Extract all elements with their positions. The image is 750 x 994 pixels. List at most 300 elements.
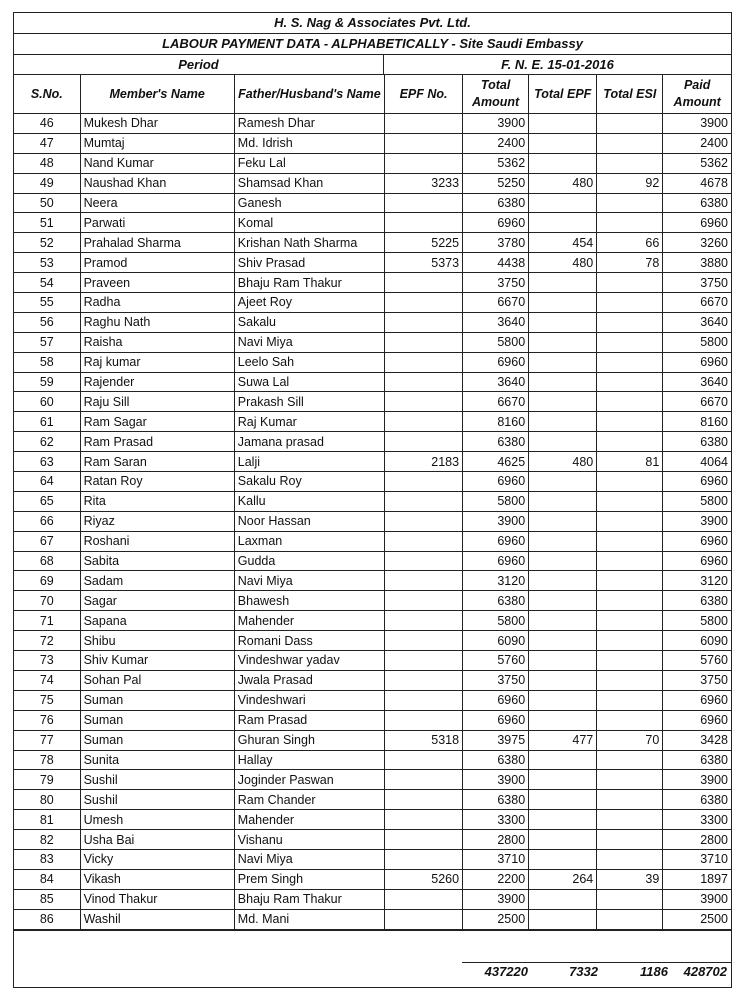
table-row xyxy=(14,293,731,313)
table-row xyxy=(14,810,731,830)
cell-total-amount: 5800 xyxy=(463,491,529,511)
cell-epf-no: 5373 xyxy=(384,253,462,273)
cell-total-epf xyxy=(529,531,597,551)
table-row xyxy=(14,233,731,253)
cell-father-name: Ajeet Roy xyxy=(234,293,384,313)
cell-total-epf xyxy=(529,213,597,233)
col-sno: S.No. xyxy=(14,75,80,114)
cell-total-esi xyxy=(597,770,663,790)
cell-paid-amount: 3640 xyxy=(663,372,731,392)
cell-total-amount: 3640 xyxy=(463,372,529,392)
cell-sno: 75 xyxy=(14,690,80,710)
cell-total-esi xyxy=(597,472,663,492)
col-total-epf: Total EPF xyxy=(529,75,597,114)
cell-paid-amount: 5800 xyxy=(663,611,731,631)
cell-total-amount: 5800 xyxy=(463,611,529,631)
cell-epf-no xyxy=(384,909,462,929)
cell-total-amount: 8160 xyxy=(463,412,529,432)
company-name: H. S. Nag & Associates Pvt. Ltd. xyxy=(14,13,731,34)
cell-epf-no: 3233 xyxy=(384,173,462,193)
cell-father-name: Prakash Sill xyxy=(234,392,384,412)
cell-paid-amount: 5800 xyxy=(663,332,731,352)
cell-total-epf: 477 xyxy=(529,730,597,750)
cell-epf-no xyxy=(384,352,462,372)
cell-member-name: Mukesh Dhar xyxy=(80,114,234,134)
cell-total-esi xyxy=(597,591,663,611)
cell-paid-amount: 6960 xyxy=(663,352,731,372)
cell-total-epf xyxy=(529,551,597,571)
cell-paid-amount: 6960 xyxy=(663,531,731,551)
cell-paid-amount: 3640 xyxy=(663,312,731,332)
cell-father-name: Noor Hassan xyxy=(234,511,384,531)
cell-total-esi xyxy=(597,153,663,173)
cell-paid-amount: 6960 xyxy=(663,213,731,233)
cell-epf-no xyxy=(384,690,462,710)
cell-sno: 49 xyxy=(14,173,80,193)
table-row xyxy=(14,133,731,153)
cell-member-name: Nand Kumar xyxy=(80,153,234,173)
cell-total-epf xyxy=(529,133,597,153)
table-row xyxy=(14,790,731,810)
table-row xyxy=(14,909,731,929)
cell-paid-amount: 5760 xyxy=(663,651,731,671)
cell-total-esi xyxy=(597,849,663,869)
cell-total-esi: 78 xyxy=(597,253,663,273)
cell-total-amount: 6670 xyxy=(463,392,529,412)
cell-epf-no xyxy=(384,213,462,233)
cell-member-name: Rajender xyxy=(80,372,234,392)
cell-member-name: Raju Sill xyxy=(80,392,234,412)
cell-total-epf xyxy=(529,830,597,850)
cell-member-name: Shibu xyxy=(80,631,234,651)
cell-total-amount: 6670 xyxy=(463,293,529,313)
cell-member-name: Sushil xyxy=(80,790,234,810)
cell-total-esi xyxy=(597,114,663,134)
table-row xyxy=(14,472,731,492)
cell-sno: 57 xyxy=(14,332,80,352)
cell-member-name: Shiv Kumar xyxy=(80,651,234,671)
cell-paid-amount: 6670 xyxy=(663,293,731,313)
cell-paid-amount: 6090 xyxy=(663,631,731,651)
table-row xyxy=(14,153,731,173)
cell-member-name: Naushad Khan xyxy=(80,173,234,193)
totals-row xyxy=(462,962,731,981)
cell-total-esi xyxy=(597,491,663,511)
table-row xyxy=(14,869,731,889)
cell-total-epf xyxy=(529,690,597,710)
table-row xyxy=(14,830,731,850)
cell-total-amount: 4625 xyxy=(463,452,529,472)
cell-total-amount: 6960 xyxy=(463,352,529,372)
table-row xyxy=(14,651,731,671)
cell-father-name: Prem Singh xyxy=(234,869,384,889)
cell-father-name: Lalji xyxy=(234,452,384,472)
table-row xyxy=(14,213,731,233)
cell-epf-no xyxy=(384,114,462,134)
cell-member-name: Sabita xyxy=(80,551,234,571)
cell-member-name: Praveen xyxy=(80,273,234,293)
cell-paid-amount: 3260 xyxy=(663,233,731,253)
cell-total-epf: 480 xyxy=(529,253,597,273)
cell-epf-no xyxy=(384,710,462,730)
cell-member-name: Ratan Roy xyxy=(80,472,234,492)
cell-total-epf xyxy=(529,770,597,790)
table-row xyxy=(14,273,731,293)
cell-paid-amount: 3900 xyxy=(663,511,731,531)
cell-epf-no xyxy=(384,790,462,810)
cell-paid-amount: 3900 xyxy=(663,889,731,909)
period-value: F. N. E. 15-01-2016 xyxy=(501,57,614,72)
cell-total-amount: 3750 xyxy=(463,273,529,293)
cell-epf-no xyxy=(384,770,462,790)
cell-paid-amount: 3750 xyxy=(663,273,731,293)
table-row xyxy=(14,372,731,392)
cell-total-epf xyxy=(529,372,597,392)
cell-father-name: Bhawesh xyxy=(234,591,384,611)
cell-member-name: Parwati xyxy=(80,213,234,233)
table-row xyxy=(14,889,731,909)
cell-epf-no xyxy=(384,312,462,332)
cell-father-name: Laxman xyxy=(234,531,384,551)
cell-total-esi: 70 xyxy=(597,730,663,750)
cell-total-esi xyxy=(597,551,663,571)
cell-total-epf: 480 xyxy=(529,173,597,193)
cell-paid-amount: 6380 xyxy=(663,750,731,770)
cell-epf-no xyxy=(384,611,462,631)
total-amount-sum: 437220 xyxy=(484,963,528,979)
cell-epf-no xyxy=(384,491,462,511)
cell-paid-amount: 3120 xyxy=(663,571,731,591)
cell-total-amount: 3900 xyxy=(463,114,529,134)
cell-total-amount: 6380 xyxy=(463,750,529,770)
cell-sno: 48 xyxy=(14,153,80,173)
cell-member-name: Roshani xyxy=(80,531,234,551)
cell-total-esi xyxy=(597,889,663,909)
cell-total-esi xyxy=(597,670,663,690)
cell-total-esi xyxy=(597,332,663,352)
cell-total-esi xyxy=(597,531,663,551)
cell-sno: 61 xyxy=(14,412,80,432)
cell-paid-amount: 8160 xyxy=(663,412,731,432)
cell-sno: 82 xyxy=(14,830,80,850)
col-total-amount: Total Amount xyxy=(463,75,529,114)
cell-sno: 58 xyxy=(14,352,80,372)
cell-epf-no xyxy=(384,332,462,352)
cell-sno: 79 xyxy=(14,770,80,790)
cell-epf-no: 2183 xyxy=(384,452,462,472)
cell-father-name: Jamana prasad xyxy=(234,432,384,452)
cell-father-name: Bhaju Ram Thakur xyxy=(234,889,384,909)
cell-member-name: Sapana xyxy=(80,611,234,631)
cell-epf-no xyxy=(384,412,462,432)
table-row xyxy=(14,312,731,332)
table-row xyxy=(14,631,731,651)
cell-paid-amount: 3880 xyxy=(663,253,731,273)
cell-paid-amount: 5362 xyxy=(663,153,731,173)
cell-total-esi xyxy=(597,293,663,313)
cell-total-amount: 6380 xyxy=(463,790,529,810)
cell-total-esi: 39 xyxy=(597,869,663,889)
cell-member-name: Mumtaj xyxy=(80,133,234,153)
table-row xyxy=(14,432,731,452)
cell-total-amount: 6960 xyxy=(463,551,529,571)
col-member: Member's Name xyxy=(80,75,234,114)
cell-total-amount: 2400 xyxy=(463,133,529,153)
cell-sno: 62 xyxy=(14,432,80,452)
cell-member-name: Rita xyxy=(80,491,234,511)
cell-father-name: Vishanu xyxy=(234,830,384,850)
cell-paid-amount: 4064 xyxy=(663,452,731,472)
cell-father-name: Ram Chander xyxy=(234,790,384,810)
cell-member-name: Sohan Pal xyxy=(80,670,234,690)
cell-sno: 73 xyxy=(14,651,80,671)
cell-total-esi xyxy=(597,352,663,372)
cell-total-epf xyxy=(529,312,597,332)
cell-father-name: Ramesh Dhar xyxy=(234,114,384,134)
cell-sno: 81 xyxy=(14,810,80,830)
cell-total-amount: 3975 xyxy=(463,730,529,750)
cell-total-amount: 5760 xyxy=(463,651,529,671)
cell-total-amount: 3900 xyxy=(463,770,529,790)
cell-paid-amount: 4678 xyxy=(663,173,731,193)
cell-sno: 84 xyxy=(14,869,80,889)
cell-total-esi xyxy=(597,710,663,730)
cell-epf-no: 5318 xyxy=(384,730,462,750)
cell-sno: 64 xyxy=(14,472,80,492)
cell-father-name: Kallu xyxy=(234,491,384,511)
cell-total-esi xyxy=(597,412,663,432)
cell-total-epf xyxy=(529,710,597,730)
cell-paid-amount: 6960 xyxy=(663,472,731,492)
cell-total-amount: 5362 xyxy=(463,153,529,173)
cell-father-name: Navi Miya xyxy=(234,571,384,591)
cell-paid-amount: 1897 xyxy=(663,869,731,889)
table-row xyxy=(14,193,731,213)
cell-total-esi xyxy=(597,511,663,531)
cell-member-name: Suman xyxy=(80,690,234,710)
cell-epf-no xyxy=(384,153,462,173)
cell-total-epf xyxy=(529,332,597,352)
cell-paid-amount: 3900 xyxy=(663,770,731,790)
table-row xyxy=(14,849,731,869)
cell-total-amount: 6380 xyxy=(463,591,529,611)
table-header-row xyxy=(14,75,731,114)
cell-total-amount: 2800 xyxy=(463,830,529,850)
col-total-esi: Total ESI xyxy=(597,75,663,114)
cell-total-epf xyxy=(529,810,597,830)
cell-member-name: Sunita xyxy=(80,750,234,770)
cell-sno: 46 xyxy=(14,114,80,134)
cell-total-amount: 4438 xyxy=(463,253,529,273)
cell-paid-amount: 6380 xyxy=(663,432,731,452)
cell-father-name: Vindeshwari xyxy=(234,690,384,710)
cell-father-name: Mahender xyxy=(234,810,384,830)
cell-total-esi xyxy=(597,571,663,591)
cell-sno: 66 xyxy=(14,511,80,531)
paid-amount-sum: 428702 xyxy=(683,963,727,979)
cell-member-name: Radha xyxy=(80,293,234,313)
cell-sno: 63 xyxy=(14,452,80,472)
cell-sno: 59 xyxy=(14,372,80,392)
cell-sno: 56 xyxy=(14,312,80,332)
cell-sno: 85 xyxy=(14,889,80,909)
cell-member-name: Vinod Thakur xyxy=(80,889,234,909)
cell-paid-amount: 3300 xyxy=(663,810,731,830)
table-row xyxy=(14,551,731,571)
cell-father-name: Shamsad Khan xyxy=(234,173,384,193)
cell-father-name: Gudda xyxy=(234,551,384,571)
cell-member-name: Umesh xyxy=(80,810,234,830)
cell-total-esi xyxy=(597,392,663,412)
cell-paid-amount: 2500 xyxy=(663,909,731,929)
cell-sno: 72 xyxy=(14,631,80,651)
cell-sno: 54 xyxy=(14,273,80,293)
cell-father-name: Jwala Prasad xyxy=(234,670,384,690)
table-row xyxy=(14,670,731,690)
cell-father-name: Romani Dass xyxy=(234,631,384,651)
cell-total-epf: 480 xyxy=(529,452,597,472)
cell-sno: 50 xyxy=(14,193,80,213)
cell-father-name: Raj Kumar xyxy=(234,412,384,432)
table-row xyxy=(14,452,731,472)
cell-sno: 77 xyxy=(14,730,80,750)
cell-total-epf xyxy=(529,491,597,511)
cell-epf-no xyxy=(384,830,462,850)
cell-total-esi xyxy=(597,312,663,332)
cell-epf-no xyxy=(384,571,462,591)
cell-paid-amount: 6960 xyxy=(663,551,731,571)
cell-member-name: Sagar xyxy=(80,591,234,611)
table-row xyxy=(14,531,731,551)
cell-sno: 70 xyxy=(14,591,80,611)
col-father: Father/Husband's Name xyxy=(234,75,384,114)
cell-total-esi xyxy=(597,213,663,233)
payment-sheet xyxy=(13,12,732,988)
cell-father-name: Suwa Lal xyxy=(234,372,384,392)
cell-total-esi xyxy=(597,830,663,850)
cell-paid-amount: 6380 xyxy=(663,591,731,611)
cell-father-name: Mahender xyxy=(234,611,384,631)
cell-father-name: Feku Lal xyxy=(234,153,384,173)
cell-total-epf: 454 xyxy=(529,233,597,253)
period-row xyxy=(14,55,731,75)
cell-member-name: Neera xyxy=(80,193,234,213)
cell-total-epf xyxy=(529,889,597,909)
cell-total-amount: 3780 xyxy=(463,233,529,253)
cell-sno: 71 xyxy=(14,611,80,631)
cell-total-amount: 2500 xyxy=(463,909,529,929)
cell-total-amount: 3120 xyxy=(463,571,529,591)
cell-father-name: Navi Miya xyxy=(234,849,384,869)
cell-epf-no xyxy=(384,651,462,671)
cell-sno: 51 xyxy=(14,213,80,233)
cell-father-name: Komal xyxy=(234,213,384,233)
table-row xyxy=(14,392,731,412)
cell-father-name: Navi Miya xyxy=(234,332,384,352)
cell-epf-no xyxy=(384,432,462,452)
cell-total-esi xyxy=(597,631,663,651)
cell-member-name: Raisha xyxy=(80,332,234,352)
cell-member-name: Vicky xyxy=(80,849,234,869)
total-esi-sum: 1186 xyxy=(640,963,668,979)
table-row xyxy=(14,591,731,611)
cell-paid-amount: 5800 xyxy=(663,491,731,511)
cell-total-esi xyxy=(597,432,663,452)
col-paid-amount: Paid Amount xyxy=(663,75,731,114)
cell-total-epf xyxy=(529,591,597,611)
table-row xyxy=(14,511,731,531)
cell-epf-no xyxy=(384,551,462,571)
cell-total-esi xyxy=(597,651,663,671)
cell-total-amount: 6090 xyxy=(463,631,529,651)
cell-father-name: Md. Mani xyxy=(234,909,384,929)
cell-total-amount: 3900 xyxy=(463,511,529,531)
cell-total-epf xyxy=(529,511,597,531)
cell-epf-no xyxy=(384,472,462,492)
cell-total-amount: 3640 xyxy=(463,312,529,332)
cell-epf-no xyxy=(384,372,462,392)
cell-sno: 55 xyxy=(14,293,80,313)
cell-total-amount: 6380 xyxy=(463,193,529,213)
cell-total-amount: 5250 xyxy=(463,173,529,193)
cell-sno: 60 xyxy=(14,392,80,412)
cell-total-epf xyxy=(529,611,597,631)
cell-total-esi xyxy=(597,750,663,770)
cell-total-amount: 3750 xyxy=(463,670,529,690)
cell-paid-amount: 2800 xyxy=(663,830,731,850)
cell-total-esi xyxy=(597,611,663,631)
cell-total-epf xyxy=(529,114,597,134)
cell-epf-no xyxy=(384,591,462,611)
cell-father-name: Ghuran Singh xyxy=(234,730,384,750)
cell-total-epf xyxy=(529,193,597,213)
cell-epf-no xyxy=(384,670,462,690)
report-title: LABOUR PAYMENT DATA - ALPHABETICALLY - Site Saudi Embassy xyxy=(14,34,731,55)
table-row xyxy=(14,611,731,631)
table-row xyxy=(14,571,731,591)
cell-total-epf: 264 xyxy=(529,869,597,889)
cell-epf-no xyxy=(384,750,462,770)
cell-total-amount: 3900 xyxy=(463,889,529,909)
cell-member-name: Pramod xyxy=(80,253,234,273)
cell-member-name: Ram Sagar xyxy=(80,412,234,432)
cell-epf-no xyxy=(384,293,462,313)
cell-epf-no: 5260 xyxy=(384,869,462,889)
cell-epf-no xyxy=(384,531,462,551)
cell-father-name: Shiv Prasad xyxy=(234,253,384,273)
cell-total-amount: 6960 xyxy=(463,710,529,730)
cell-sno: 69 xyxy=(14,571,80,591)
cell-sno: 52 xyxy=(14,233,80,253)
cell-father-name: Ram Prasad xyxy=(234,710,384,730)
table-row xyxy=(14,253,731,273)
cell-member-name: Raj kumar xyxy=(80,352,234,372)
table-row xyxy=(14,412,731,432)
cell-epf-no xyxy=(384,193,462,213)
cell-sno: 83 xyxy=(14,849,80,869)
cell-member-name: Usha Bai xyxy=(80,830,234,850)
cell-total-epf xyxy=(529,631,597,651)
cell-member-name: Suman xyxy=(80,730,234,750)
cell-father-name: Md. Idrish xyxy=(234,133,384,153)
cell-father-name: Ganesh xyxy=(234,193,384,213)
table-row xyxy=(14,690,731,710)
table-row xyxy=(14,332,731,352)
cell-total-amount: 3710 xyxy=(463,849,529,869)
cell-father-name: Sakalu Roy xyxy=(234,472,384,492)
cell-sno: 80 xyxy=(14,790,80,810)
cell-total-esi: 92 xyxy=(597,173,663,193)
